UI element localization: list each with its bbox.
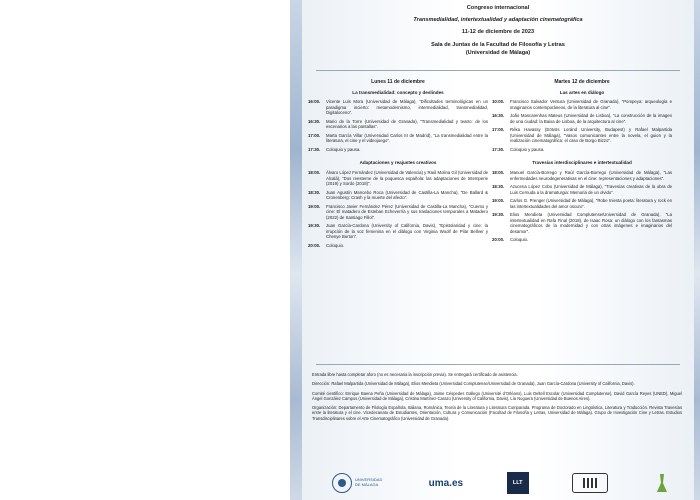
entry-time: 16:30. <box>492 113 505 119</box>
program-entry <box>492 99 672 110</box>
entry-time: 20:00. <box>492 237 505 243</box>
entry-text: Mario de la Torre (Universidad de Granada), “Transmedialidad y teatro: de los escenarios a las pantallas”. <box>326 118 488 130</box>
congress-venue: Sala de Juntas de la Facultad de Filosofía y Letras <box>431 41 565 48</box>
entry-time: 20:00. <box>308 243 321 249</box>
committee-note: Comité científico: Enrique Baena Peña (Universidad de Málaga), Jaime Céspedes Gallego (Université d’Orléans), Luis Deltell Escolar (Universidad Complutense), David García Reyes (UNED), Miguel Ángel González Campos (Universidad de Málaga), Cristina Martínez-Carazo (University of California, Davis), Lía Noguera (Universidad de Buenos Aires). <box>312 390 682 401</box>
entry-time: 16:30. <box>308 118 321 124</box>
entry-time: 19:00. <box>492 198 505 204</box>
congress-title: Transmedialidad, intertextualidad y adaptación cinematográfica <box>413 17 583 24</box>
program-entry <box>308 243 488 249</box>
entry-time: 17:00. <box>308 132 321 138</box>
day1-column <box>308 80 488 252</box>
entry-text: Francisco Javier Fernández Pérez (Universidad de Castilla-La Mancha), “Cuento y cine: El matadero de Esteban Echeverría y sus traslaciones temporales a Matadero (2022) de Santiago Fillol”. <box>326 203 488 220</box>
day2-title: Martes 12 de diciembre <box>554 79 610 85</box>
day2-session1-title: Las artes en diálogo <box>559 89 605 95</box>
program-entry <box>308 190 488 201</box>
day1-session2-title: Adaptaciones y reajustes creativos <box>359 160 437 166</box>
poster <box>302 0 694 500</box>
entry-text: João Mascarenhas Mateus (Universidad de Lisboa), “La construcción de la imagen de una ciudad: la Baixa de Lisboa, de la arquitectura al cine”. <box>510 113 672 124</box>
congress-university: (Universidad de Málaga) <box>465 49 531 56</box>
entry-text: Juan Agustín Mancebo Roca (Universidad de Castilla-La Mancha), “De Ballard & Cronenberg: Crash y la muerte del afecto”. <box>326 189 488 201</box>
footer-divider <box>316 364 680 365</box>
film-reel-icon <box>572 473 608 493</box>
entry-time: 19:00. <box>308 203 321 209</box>
entry-time: 18:30. <box>308 189 321 195</box>
program-entry <box>492 170 672 181</box>
program-entry <box>308 99 488 116</box>
entrance-note: Entrada libre hasta completar aforo (no es necesaria la inscripción previa). Se entregará certificado de asistencia. <box>312 372 518 377</box>
entry-time: 18:00. <box>492 170 505 176</box>
header-divider <box>316 70 680 71</box>
entry-text: Coloquio. <box>510 237 529 243</box>
entry-time: 19:30. <box>308 223 321 229</box>
entry-time: 19:30. <box>492 212 505 218</box>
entry-text: Coloquio y pausa. <box>326 146 361 152</box>
entry-text: Coloquio. <box>326 243 345 249</box>
umaes-logo: uma.es <box>428 477 464 489</box>
program-entry <box>308 147 488 153</box>
tower-logo-icon <box>652 472 672 494</box>
congress-label: Congreso internacional <box>466 5 530 11</box>
entry-time: 10:00. <box>492 99 505 105</box>
uma-logo <box>332 472 385 494</box>
entry-text: Carlos G. Prenger (Universidad de Málaga), “Robe Iniesta poeta: literatura y rock en las intertextualidades del amor oscuro”. <box>510 198 672 209</box>
entry-text: Coloquio y pausa. <box>510 146 545 152</box>
program-entry <box>308 204 488 221</box>
poster-header <box>308 4 688 57</box>
entry-text: Elios Mendieta (Universidad Complutense/Universidad de Granada), “La intertextualidad en Rafa Final (2018), de Isaac Rosa: un diálogo con los fantasmas cinematográficos de la modernidad y con otras imágenes e imaginarios del desamor”. <box>510 212 672 234</box>
day1-session1-title: La transmedialidad: concepto y deslindes <box>352 89 444 95</box>
entry-time: 17:00. <box>492 127 505 133</box>
program-entry <box>308 223 488 240</box>
decorative-band-right <box>694 0 700 500</box>
program-entry <box>492 212 672 234</box>
entry-time: 17:30. <box>308 146 321 152</box>
day2-session2-title: Travesías interdisciplinares e intertextualidad <box>532 160 632 166</box>
entry-text: Vicente Luis Mora (Universidad de Málaga), “Dificultades terminológicas en un paradigma incierto: metamodernismo, intermedialidad, transmedialidad, Digitaloceno”. <box>326 99 488 116</box>
program-entry <box>492 147 672 153</box>
entry-text: Manuel García-Borrego y Raúl García-Borrego (Universidad de Málaga), “Las enfermedades neurodegenerativas en el cine: representaciones y adaptaciones”. <box>510 170 672 181</box>
entry-time: 17:30. <box>492 146 505 152</box>
sponsor-logos <box>332 470 672 496</box>
entry-text: Azucena López Cobo (Universidad de Málaga), “Travesías creativas de la obra de Luis Cernuda a la dramaturgia: Memoria de un olvido”. <box>510 184 672 195</box>
direction-note: Dirección: Rafael Malpartida (Universidad de Málaga), Elios Mendieta (Universidad Complutense/Universidad de Granada), Juan García-Cardona (University of California, Davis). <box>312 381 635 387</box>
entry-text: Réka Havassy (Eötvös Loránd University, Budapest) y Rafael Malpartida (Universidad de Málaga), “Vasos comunicantes entre la novela, el guion y la realización cinematográfica: el caso de Borgo Bizzo”. <box>510 127 672 144</box>
uma-logo-text: UNIVERSIDAD DE MÁLAGA <box>355 477 383 487</box>
entry-time: 16:00. <box>308 99 321 105</box>
program-entry <box>492 127 672 144</box>
entry-time: 18:30. <box>492 184 505 190</box>
program-entry <box>308 133 488 144</box>
day2-column <box>492 80 672 246</box>
program-entry <box>492 113 672 124</box>
university-seal-icon <box>332 473 352 493</box>
llt-logo: LLT <box>507 472 529 494</box>
program-entry <box>492 184 672 195</box>
entry-text: Francisco Salvador Ventura (Universidad de Granada), “Pompeya: arqueología e imaginarios contemporáneos, de la literatura al cine”. <box>510 99 672 110</box>
program-entry <box>492 237 672 243</box>
congress-dates: 11-12 de diciembre de 2023 <box>461 29 535 36</box>
entry-time: 18:00. <box>308 170 321 176</box>
program-entry <box>308 119 488 130</box>
program-entry <box>308 170 488 187</box>
poster-footer <box>312 372 682 425</box>
entry-text: Álvaro López Fernández (Universidad de Valencia) y Raúl Molina Gil (Universidad de Alcalá), “Dos reesterne de la poquesca española: las adaptaciones de Intemperie (2019) y Sordo (2018)”. <box>326 170 488 187</box>
program-entry <box>492 198 672 209</box>
entry-text: Juan García-Cardona (University of California, Davis), “Epistolaridad y cine: la irrupción de la voz femenina en el diálogo con Virginia Woolf de Pilar Bellver y Chenye Burton”. <box>326 223 488 240</box>
day1-title: Lunes 11 de diciembre <box>371 79 425 85</box>
entry-text: Marta García Villar (Universidad Carlos III de Madrid), “La transmedialidad entre la literatura, el cine y el videojuego”. <box>326 132 488 144</box>
decorative-band-left <box>290 0 302 500</box>
organization-note: Organización: Departamento de Filología Española, Italiana, Románica, Teoría de la Literatura y Literatura Comparada. Programa de Doctorado en Lingüística, Literatura y Traducción. Revista Travesías entre la literatura y el cine. Vicedecanato de Estudiantes, Orientación, Cultura y Comunicación (Facultad de Filosofía y Letras, Universidad de Málaga). Grupo de Investigación Cine y Letras. Estudios Transdisciplinares sobre el Arte Cinematográfico (Universidad de Granada). <box>312 405 682 421</box>
